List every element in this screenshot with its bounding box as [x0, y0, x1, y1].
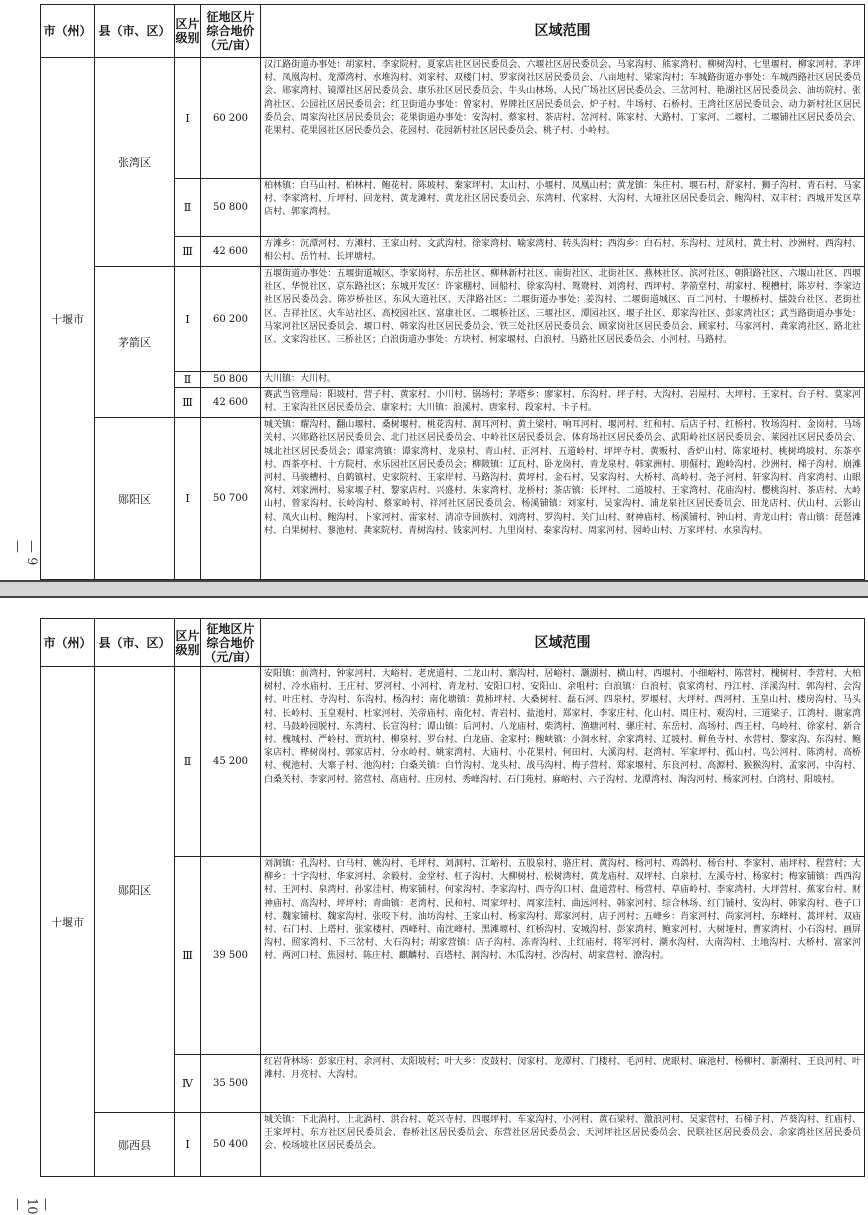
grade-column-header: 区片级别 [175, 619, 201, 667]
table-header-row [41, 619, 865, 667]
document-page-10 [0, 598, 868, 1215]
price-cell: 50 800 [201, 372, 261, 388]
price-cell: 39 500 [201, 857, 261, 1055]
price-cell: 35 500 [201, 1055, 261, 1113]
city-cell: 十堰市 [41, 667, 95, 1177]
grade-cell: Ⅱ [175, 179, 201, 237]
grade-cell: Ⅲ [175, 388, 201, 418]
city-column-header: 市（州） [41, 619, 95, 667]
table-row [41, 58, 865, 179]
grade-cell: Ⅰ [175, 418, 201, 580]
area-cell: 安阳镇：前湾村、钟家河村、大峪村、老虎道村、二龙山村、寨沟村、居峪村、灏湖村、横山村、西堰村、小细峪村、陈营村、槐树村、李营村、大柏树村、冷水庙村、王庄村、罗河村、小河村、青龙村、安阳口村、安阳山、余咀村；白浪镇：白浪村、袁家湾村、丹江村、洋溪沟村、郭沟村、会沟村、叶庄村、寺沟村、东沟村、杨沟村；南化塘镇：黄柿坪村、大桑树村、磊石河、四泉村、罗堰村、大坪村、西河村、玉皇山村、楼房沟村、马头村、长岭村、玉皇观村、杜家河村、关帝庙村、南化村、青岩村、盐池村、郑家村、李家庄村、化山村、周庄村、观沟村、三道梁子、江湾村、谢家湾村、马鼓岭园脱村、东湾村、长宣沟村；谭山镇：后河村、八龙庙村、柴湾村、渔塘河村、骡庄村、东岳村、高场村、西王村、乌岭村、徐家村、新合村、槐城村、严岭村、贾坑村、柳泉村、罗台村、白龙庙、金家村；鲍峡镇：小洞水村、余家湾村、辽坡村、鲜鱼寺村、水营村、黎家沟、东沟村、鲍家店村、桦树岗村、郭家店村、分水岭村、姚家湾村、大庙村、小花果村、何田村、大溪沟村、赵湾村、军家坪村、孤山村、鸟公河村、陈湾村、高桥村、枧池村、大寨子村、池沟村；白桑关镇：白竹沟村、龙头村、战马沟村、梅子营村、郑家堰村、东良河村、高源村、猴猴沟村、孟家河、中沟村、白桑关村、李家河村、铭营村、高庙村、庄房村、秀峰沟村、石门苑村、麻峪村、六子沟村、龙潭湾村、淘沟河村、杨家河村、白湾村、阳坡村。 [261, 667, 865, 857]
table-row [41, 418, 865, 580]
county-cell: 郧阳区 [95, 418, 175, 580]
county-column-header: 县（市、区） [95, 5, 175, 58]
price-cell: 60 200 [201, 267, 261, 372]
area-cell: 大川镇：大川村。 [261, 372, 865, 388]
table-row [41, 267, 865, 372]
price-cell: 45 200 [201, 667, 261, 857]
county-cell: 茅箭区 [95, 267, 175, 418]
grade-column-header: 区片级别 [175, 5, 201, 58]
price-column-header: 征地区片综合地价（元/亩） [201, 619, 261, 667]
grade-cell: Ⅱ [175, 667, 201, 857]
grade-cell: Ⅲ [175, 857, 201, 1055]
price-column-header: 征地区片综合地价（元/亩） [201, 5, 261, 58]
price-cell: 42 600 [201, 237, 261, 267]
area-cell: 柏林镇：白马山村、柏林村、鲍花村、陈坡村、秦家坪村、太山村、小堰村、凤凰山村；黄龙镇：朱庄村、堰石村、舒家村、狮子沟村、青石村、马家村、李家湾村、斤坪村、回龙村、黄龙滩村、黄龙社区居民委员会、东湾村、代家村、大沟村、大垭社区居民委员会、鲍沟村、双丰村；西城开发区草店村、郭家湾村。 [261, 179, 865, 237]
price-cell: 60 200 [201, 58, 261, 179]
grade-cell: Ⅰ [175, 58, 201, 179]
table-header-row [41, 5, 865, 58]
price-cell: 42 600 [201, 388, 261, 418]
area-cell: 赛武当管理局：阳坡村、营子村、黄家村、小川村、锅场村；茅塔乡：廖家村、东沟村、坪子村、大沟村、岩屋村、大坪村、王家村、台子村、莫家河村、王家沟社区居民委员会、康家村；大川镇：浪溪村、唐家村、段家村、卡子村。 [261, 388, 865, 418]
land-price-table-page-10 [40, 618, 865, 1177]
county-column-header: 县（市、区） [95, 619, 175, 667]
area-cell: 五堰街道办事处：五堰街道城区、李家岗村、东岳社区、柳林新村社区、南街社区、北街社区、燕林社区、滨河社区、朝阳路社区、六堰山社区、四堰社区、华悦社区、京东路社区；东城开发区：许家棚村、回船村、徐家沟村、鸳鸯村、刘湾村、西坪村、茅箭堂村、胡家村、枧槽村、陈岁村、李家边社区居民委员会、陈岁桥社区、东风大道社区、天津路社区；二堰街道办事处：姜沟村、二堰街道城区、百二河村、十堰桥村、擂鼓台社区、老街社区、吉祥社区、火车站社区、高校园社区、富康社区、二堰桥社区、三堰社区、潭园社区、堰子社区、郑家沟社区、彭家湾社区；武当路街道办事处：马家河社区居民委员会、堰口村、韩家沟社区居民委员会、铁三处社区居民委员会、顾家岗社区居民委员会、顾家村、马家河村、龚家湾社区、路北社区、文家沟社区、三桥社区；白浪街道办事处：方块村、柯家堰村、白浪村、马路社区居民委员会、小河村、马路村。 [261, 267, 865, 372]
grade-cell: Ⅱ [175, 372, 201, 388]
page-number: — 9 — [10, 540, 39, 566]
area-cell: 刘洞镇：孔沟村、白马村、姚沟村、毛坪村、刘洞村、江峪村、五股泉村、骆庄村、黄沟村、杨河村、鸡鸽村、杨台村、李家村、庙坪村、程营村；大柳乡：十字沟村、华家河村、余毅村、金堂村、杠子沟村、大柳树村、松树湾村、黄龙庙村、双坪村、白泉村、左溪寺村、杨家村；梅家铺镇：西西沟村、王河村、泉湾村、孙家洼村、梅家铺村、何家沟村、李家沟村、西寺沟口村、盘道营村、杨营村、草庙岭村、李家湾村、大坪营村、蕉家台村、财神庙村、高沟村、坪坪村；青曲镇：老湾村、民和村、周家坪村、周家洼村、曲远河村、韩家河村、综合林场、红门铺村、安沟村、韩家沟村、巷子口村、魏家铺村、魏家沟村、张咬下村、油坊沟村、王家山村、杨家沟村、郑家河村、店子河村；五峰乡：肖家河村、尚家河村、东峰村、蒿坪村、双庙村、石门村、上塔村、张家楼村、西峰村、南沈峰村、黑滩塬村、红桥沟村、安城沟村、彭家湾村、鲍家河村、大树垭村、曹家湾村、小石沟村、画屏沟村、照家湾村、下三岔村、大石沟村；胡家营镇：店子沟村、冻青沟村、上红庙村、将军河村、潮水沟村、大南沟村、土地沟村、大桥村、富家河村、两河口村、焦园村、陈庄村、麒麟村、百塔村、洞沟村、木瓜沟村、沙沟村、胡家营村、潦沟村。 [261, 857, 865, 1055]
grade-cell: Ⅳ [175, 1055, 201, 1113]
area-cell: 城关镇：下北渦村、上北渦村、洪台村、乾兴寺村、四堰坪村、车家沟村、小河村、黄石梁村、激浪河村、吴家营村、石梯子村、芦葵沟村、红庙村、王家坪村、东方社区居民委员会、春桥社区居民委员会、东营社区居民委员会、天河坪社区居民委员会、民联社区居民委员会、余家湾社区居民委员会、校场坡社区居民委员会。 [261, 1113, 865, 1177]
county-cell: 郧西县 [95, 1113, 175, 1177]
price-cell: 50 800 [201, 179, 261, 237]
grade-cell: Ⅰ [175, 267, 201, 372]
price-cell: 50 700 [201, 418, 261, 580]
grade-cell: Ⅲ [175, 237, 201, 267]
price-cell: 50 400 [201, 1113, 261, 1177]
table-row [41, 667, 865, 857]
land-price-table-page-9 [40, 4, 865, 580]
area-cell: 汉江路街道办事处：胡家村、李家院村、夏家店社区居民委员会、六堰社区居民委员会、马家沟村、熊家湾村、柳树沟村、七里堰村、柳家河村、茅坪村、凤凰沟村、龙潭湾村、水堆沟村、刘家村、双楼门村、罗家岗社区居民委员会、八亩地村、梁家沟村；车城路街道办事处：车城西路社区居民委员会、郧家湾村、镜潭社区居民委员会、康乐社区居民委员会、牛头山林场、人民广场社区居民委员会、三岔河村、艳湖社区居民委员会、油坊院村、张湾社区、公园社区居民委员会；红卫街道办事处：曾家村、界牌社区居民委员会、炉子村、牛场村、石桥村、王湾社区居民委员会、动力新村社区居民委员会、周家沟社区居民委员会；花果街道办事处：安沟村、蔡家村、茶店村、岔河村、陈家村、大路村、丁家河、二堰村、二堰铺社区居民委员会、花果村、花果园社区居民委员会、花园村、花园新村社区居民委员会、桃子村、小岭村。 [261, 58, 865, 179]
area-column-header: 区域范围 [261, 619, 865, 667]
table-row [41, 1113, 865, 1177]
area-column-header: 区域范围 [261, 5, 865, 58]
area-cell: 城关镇：耀沟村、翻山堰村、桑树堰村、桃花沟村、洞耳河村、黄土梁村、响耳河村、堰河村、红和村、后店子村、红桥村、牧场沟村、金岗村、马场关村、兴郧路社区居民委员会、北门社区居民委员会、中岭社区居民委员会、体育场社区居民委员会、武阳岭社区居民委员会、莱园社区居民委员会、城北社区居民委员会；谭家湾镇：谭家湾村、龙泉村、青山村、正河村、五道岭村、坪坪寺村、黄贩村、香炉山村、陈家垭村、桃树塆坡村、东茶亭村、西茶亭村、十方院村、水乐园社区居民委员会；柳陂镇：辽瓦村、卧龙岗村、青龙泉村、韩家洲村、朋倔村、跑岭沟村、沙洲村、梯子沟村、崩滩河村、马骏槽村、自鹤镇村、史家院村、王家岸村、马路沟村、黄坪村、金石村、吴家沟村、大桥村、高岭村、尧子河村、轩家沟村、肖家湾村、山眼窝村、刘家洲村、易家堰子村、黎家店村、兴盛村、朱家湾村、龙桥村；茶店镇：长坪村、二道坡村、王家湾村、花庙沟村、樱桃沟村、茶店村、大岭山村、曾家沟村、长岭沟村、蔡家岭村、祥河社区居民委员会、杨溪铺镇：刘家村、吴家沟村、浦龙泉社区居民委员会、田龙店村、伏山村、云影山村、凤火山村、鲍沟村、卜家河村、雷家村、清凉寺回族村、刘湾村、罗沟村、关门山村、财神庙村、杨溪铺村、钟山村、青龙山村；青山镇：琵琶滩村、白果树村、蓼池村、龚家院村、青树沟村、钱家河村、九里岗村、泰家沟村、周家河村、园岭山村、万家坪村、水泉沟村。 [261, 418, 865, 580]
area-cell: 方滩乡：沉潭河村、方滩村、王家山村、文武沟村、徐家湾村、喻家湾村、转头沟村；西沟乡：白石村、东沟村、过风村、黄土村、沙洲村、西沟村、相公村、岳竹村、长坪塘村。 [261, 237, 865, 267]
city-column-header: 市（州） [41, 5, 95, 58]
county-cell: 张湾区 [95, 58, 175, 267]
area-cell: 红岩背林场：彭家庄村、余河村、太阳坡村；叶大乡：皮鼓村、闵家村、龙潭村、门楼村、毛河村、虎眼村、麻池村、杨柳村、新潮村、王良河村、叶滩村、月亮村、大沟村。 [261, 1055, 865, 1113]
grade-cell: Ⅰ [175, 1113, 201, 1177]
page-number: — 10 — [10, 1198, 53, 1215]
city-cell: 十堰市 [41, 58, 95, 580]
document-page-9 [0, 0, 868, 580]
page-separator [0, 580, 868, 598]
county-cell: 郧阳区 [95, 667, 175, 1113]
